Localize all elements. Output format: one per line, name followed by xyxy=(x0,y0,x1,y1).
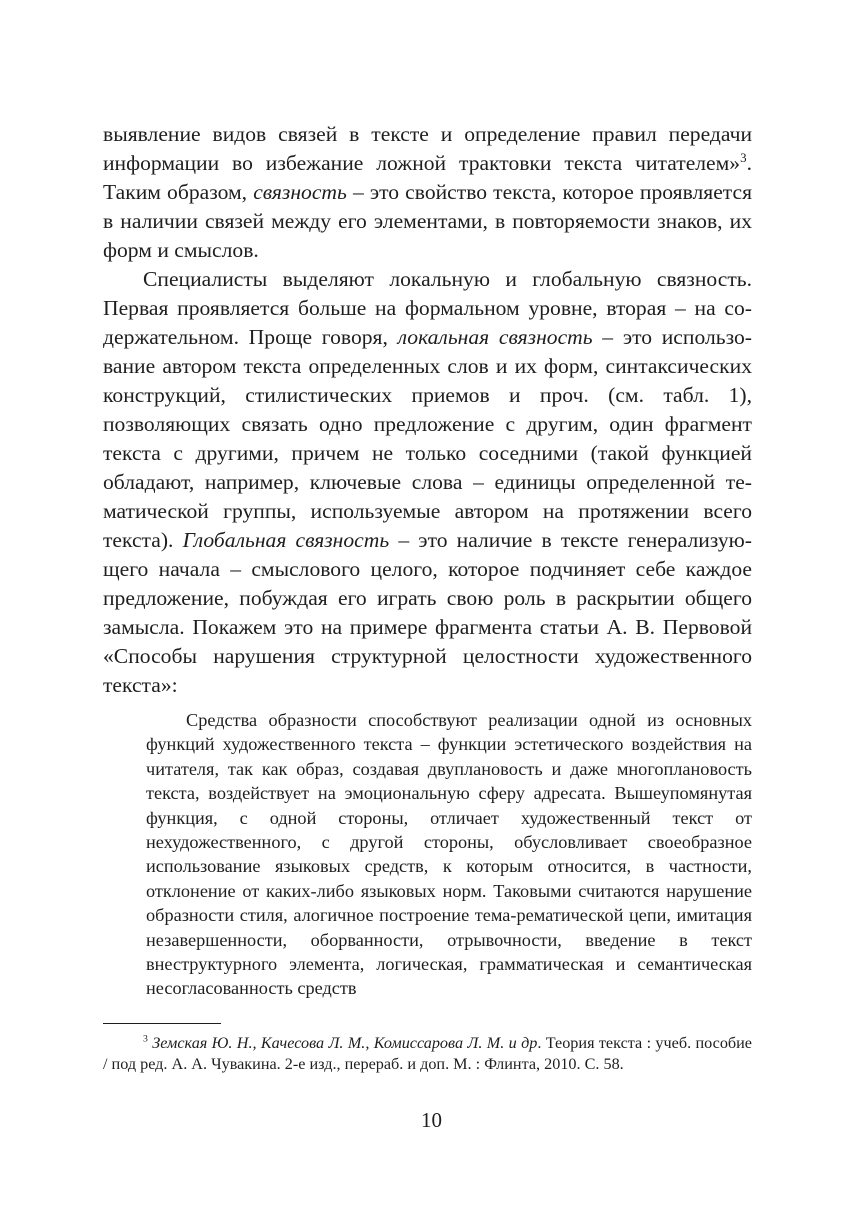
block-quote-text: Средства образности способствуют реализации одной из основных функций художественного текста – функции эстетического воздействия на читателя, так как образ, создавая двуплановость и даже многоплановость текста, воздействует на эмоциональную сферу адресата. Вышеупомянутая функция, с одной стороны, отличает художественный текст от нехудожественного, с другой стороны, обусловливает своеобразное использование языковых средств, к которым относится, в частности, отклонение от каких-либо языковых норм. Таковыми считаются нарушение образности стиля, алогичное построение тема-рематической цепи, имитация незавершенности, оборванности, отрывочности, введение в текст внеструктурного элемента, логическая, грамматическая и семантическая несогласованность средств xyxy=(146,710,752,999)
paragraph-2-text-b: – это использование автором текста определенных слов и их форм, синтаксических конструкций, стилистических приемов и проч. (см. табл. 1), позволяющих связать одно предложение с другим, один фрагмент текста с другими, причем не только соседними (такой функцией обладают, например, ключевые слова – единицы определенной тематической группы, используемые автором на протяжении всего текста). xyxy=(103,325,752,552)
paragraph-2 xyxy=(103,265,752,700)
paragraph-2-text-a: Специалисты выделяют локальную и глобальную связность. Первая проявляется больше на формальном уровне, вторая – на содержательном. Проще говоря, xyxy=(103,267,752,349)
term-cohesion: связность xyxy=(253,180,347,204)
footnote-paragraph xyxy=(103,1033,752,1075)
footnote-text: . Теория текста : учеб. пособие / под ред. А. А. Чувакина. 2-е изд., перераб. и доп. М. : Флинта, 2010. С. 58. xyxy=(103,1034,752,1074)
main-text xyxy=(103,120,752,700)
paragraph-1-text-b: . Таким образом, xyxy=(103,151,752,204)
footnote xyxy=(103,1033,752,1075)
footnote-reference: 3 xyxy=(740,149,747,165)
term-local-cohesion: локальная связность xyxy=(397,325,593,349)
paragraph-1-text-c: – это свойство текста, которое проявляется в наличии связей между его элементами, в повторяемости знаков, их форм и смыслов. xyxy=(103,180,752,262)
paragraph-2-text-c: – это наличие в тексте генерализующего начала – смыслового целого, которое подчиняет себе каждое предложение, побуждая его играть свою роль в раскрытии общего замысла. Покажем это на примере фрагмента статьи А. В. Первовой «Способы нарушения структурной целостности художественного текста»: xyxy=(103,528,752,697)
paragraph-1-text-a: выявление видов связей в тексте и определение правил передачи информации во избежание ложной трактовки текста читателем» xyxy=(103,122,752,175)
page-number: 10 xyxy=(421,1108,442,1132)
block-quote xyxy=(146,708,752,1001)
footnote-marker: 3 xyxy=(143,1033,148,1045)
term-global-cohesion: Глобальная связность xyxy=(182,528,390,552)
footnote-authors: Земская Ю. Н., Качесова Л. М., Комиссарова Л. М. и др xyxy=(152,1034,538,1052)
footnote-separator xyxy=(103,1023,221,1024)
paragraph-1 xyxy=(103,120,752,265)
